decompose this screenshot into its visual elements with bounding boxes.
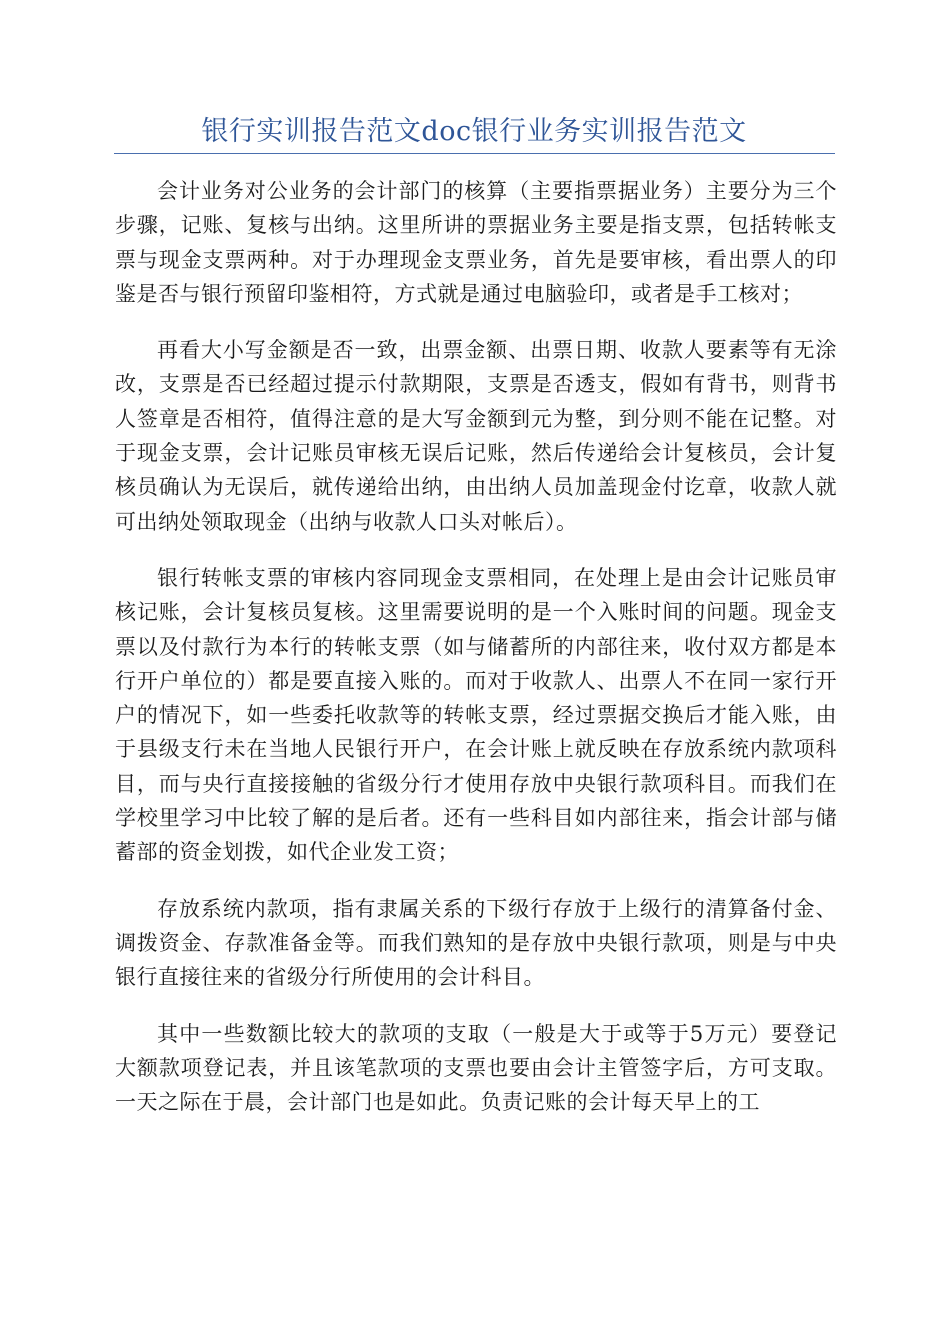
title-underline (114, 153, 835, 154)
document-title: 银行实训报告范文doc银行业务实训报告范文 (201, 116, 747, 147)
paragraph-2: 再看大小写金额是否一致，出票金额、出票日期、收款人要素等有无涂改，支票是否已经超过提示付款期限，支票是否透支，假如有背书，则背书人签章是否相符，值得注意的是大写金额到元为整，到分则不能在记整。对于现金支票，会计记账员审核无误后记账，然后传递给会计复核员，会计复核员确认为无误后，就传递给出纳，由出纳人员加盖现金付讫章，收款人就可出纳处领取现金（出纳与收款人口头对帐后）。 (115, 338, 837, 534)
paragraph-5: 其中一些数额比较大的款项的支取（一般是大于或等于5万元）要登记大额款项登记表，并且该笔款项的支票也要由会计主管签字后，方可支取。一天之际在于晨，会计部门也是如此。负责记账的会计每天早上的工 (115, 1021, 837, 1115)
document-body (115, 174, 837, 1141)
paragraph-1: 会计业务对公业务的会计部门的核算（主要指票据业务）主要分为三个步骤，记账、复核与出纳。这里所讲的票据业务主要是指支票，包括转帐支票与现金支票两种。对于办理现金支票业务，首先是要审核，看出票人的印鉴是否与银行预留印鉴相符，方式就是通过电脑验印，或者是手工核对； (115, 179, 837, 306)
paragraph-4: 存放系统内款项，指有隶属关系的下级行存放于上级行的清算备付金、调拨资金、存款准备金等。而我们熟知的是存放中央银行款项，则是与中央银行直接往来的省级分行所使用的会计科目。 (115, 896, 837, 990)
paragraph-3: 银行转帐支票的审核内容同现金支票相同，在处理上是由会计记账员审核记账，会计复核员复核。这里需要说明的是一个入账时间的问题。现金支票以及付款行为本行的转帐支票（如与储蓄所的内部往来，收付双方都是本行开户单位的）都是要直接入账的。而对于收款人、出票人不在同一家行开户的情况下，如一些委托收款等的转帐支票，经过票据交换后才能入账，由于县级支行未在当地人民银行开户，在会计账上就反映在存放系统内款项科目，而与央行直接接触的省级分行才使用存放中央银行款项科目。而我们在学校里学习中比较了解的是后者。还有一些科目如内部往来，指会计部与储蓄部的资金划拨，如代企业发工资； (115, 565, 837, 865)
